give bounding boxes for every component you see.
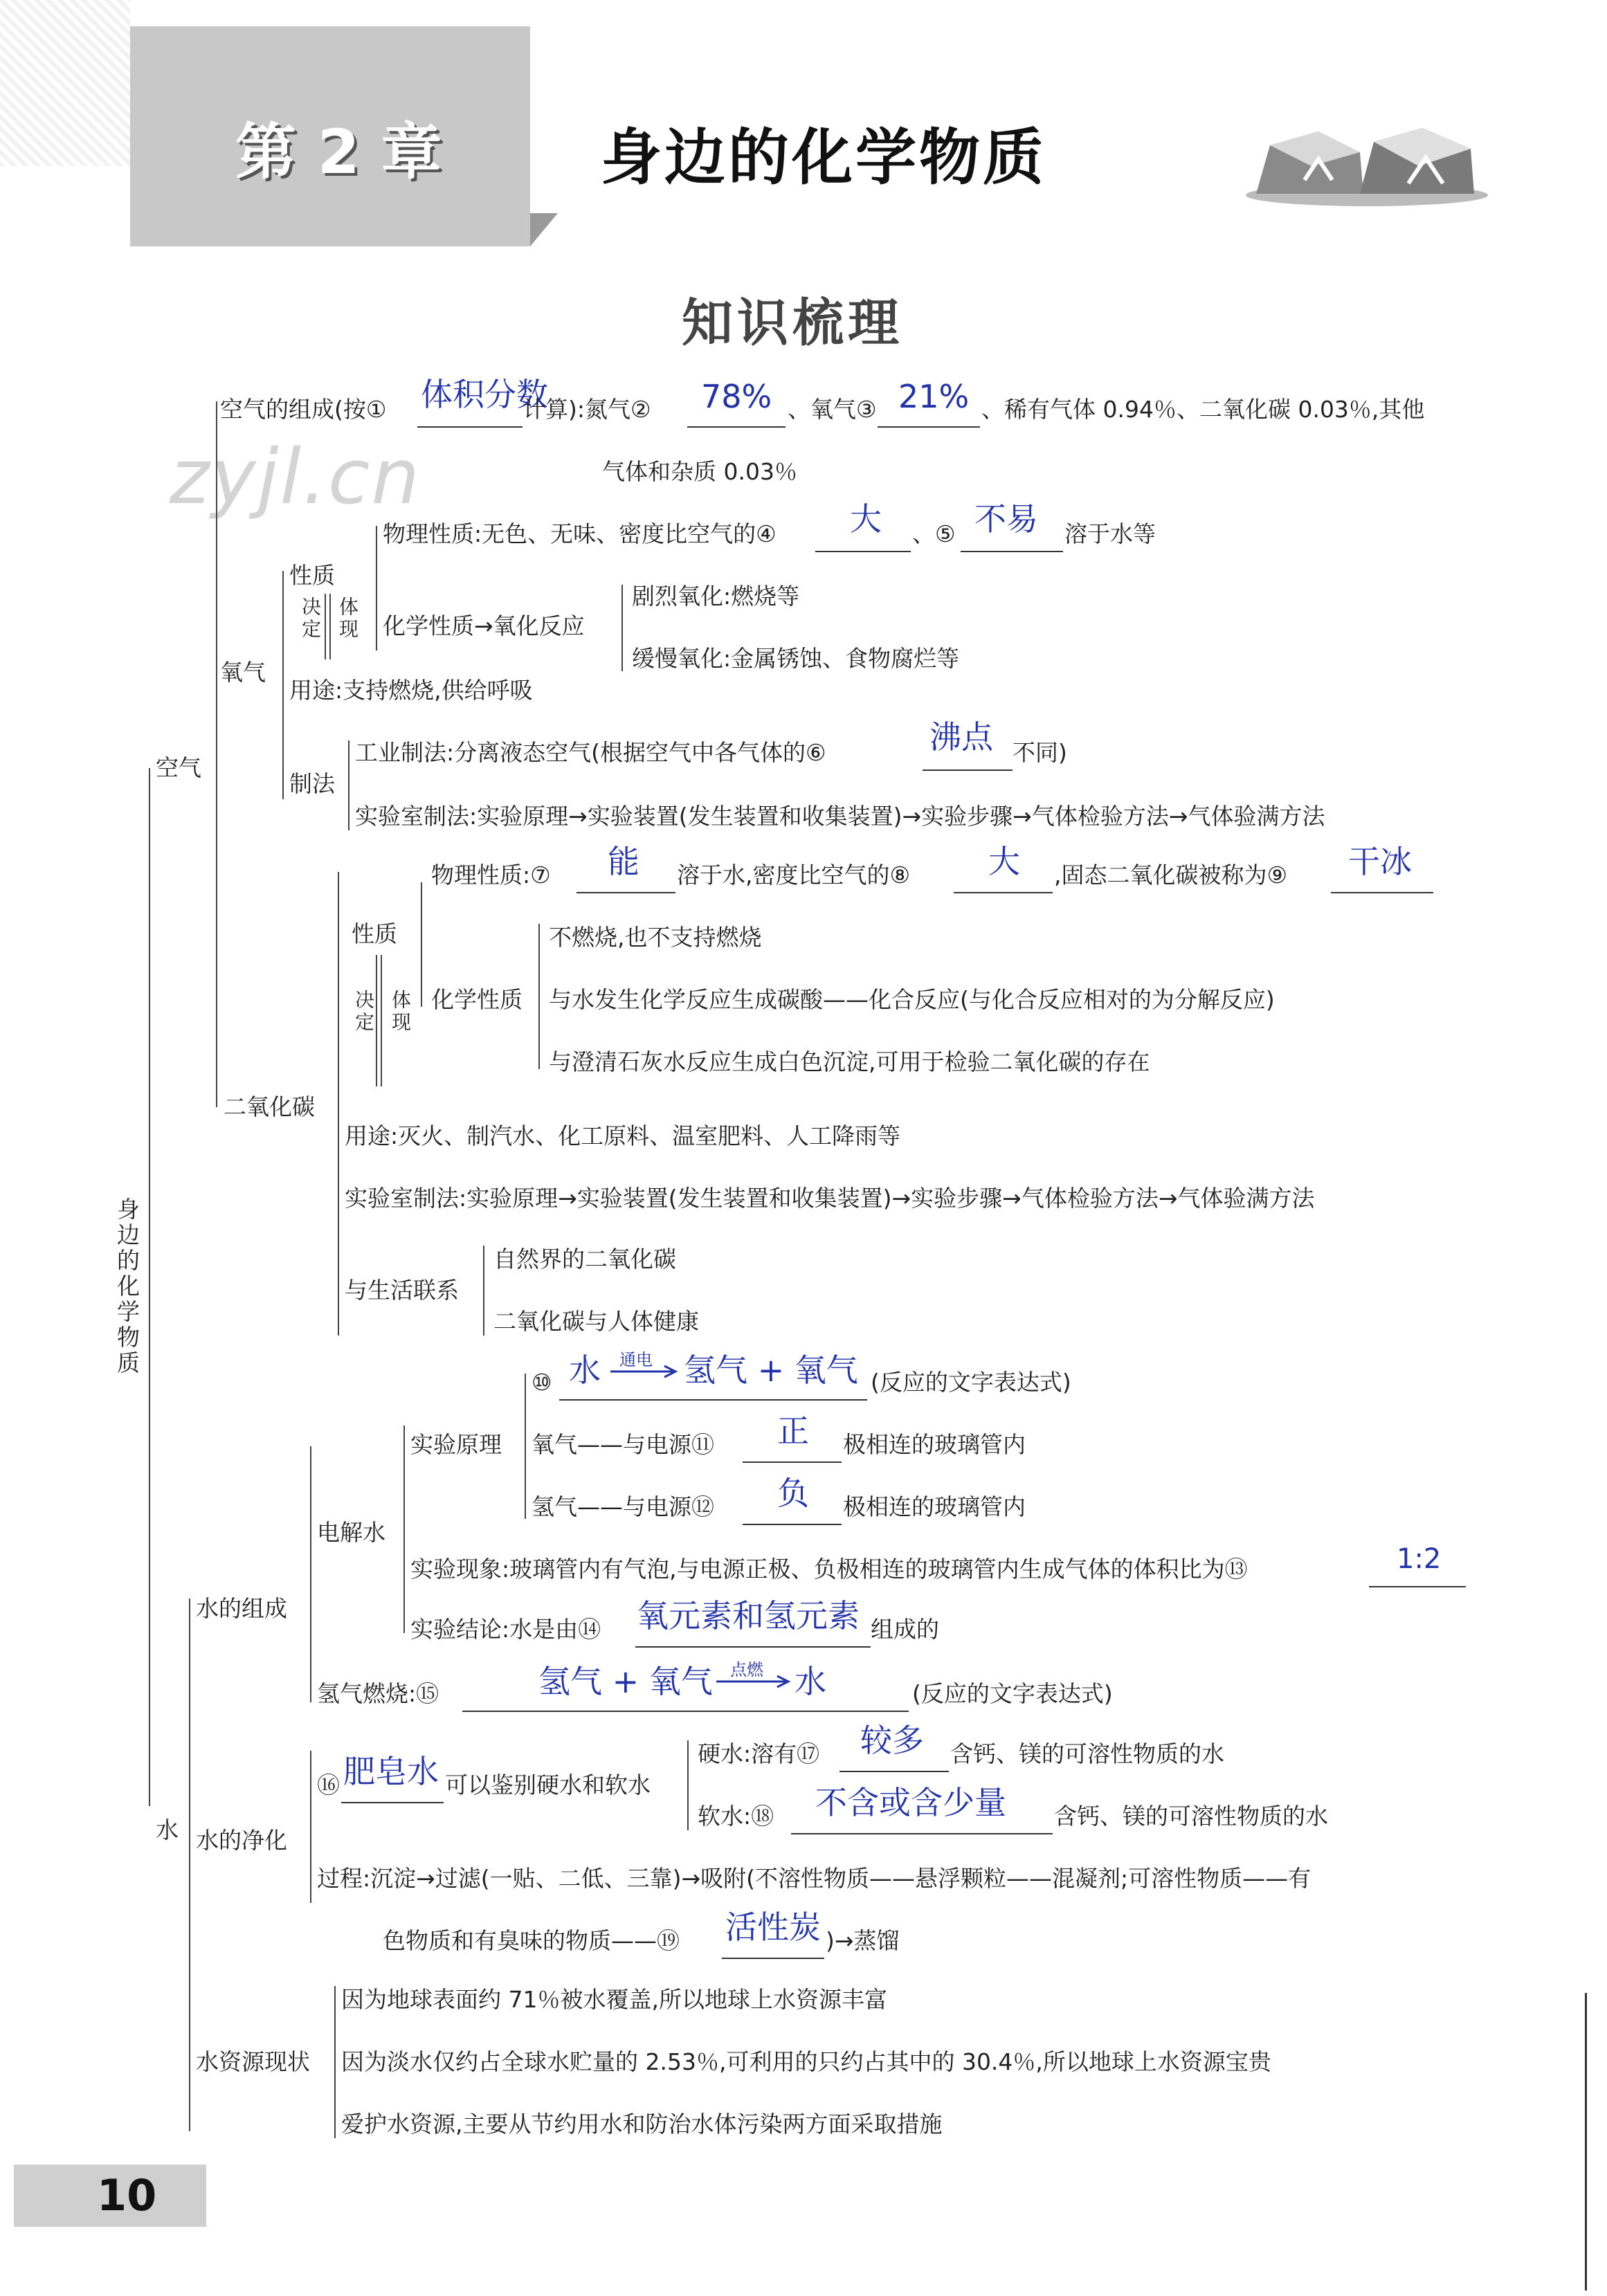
root-label: 身边的化学物质 (114, 1197, 140, 1376)
oxygen-industrial-pre: 工业制法:分离液态空气(根据空气中各气体的⑥ (355, 739, 826, 766)
answer-12: 负 (777, 1475, 809, 1512)
resources-2: 因为淡水仅约占全球水贮量的 2.53％,可利用的只约占其中的 30.4％,所以地球上水资源宝贵 (341, 2048, 1271, 2075)
co2-lab: 实验室制法:实验原理→实验装置(发生装置和收集装置)→实验步骤→气体检验方法→气体验满方法 (345, 1185, 1315, 1212)
resources-1: 因为地球表面约 71％被水覆盖,所以地球上水资源丰富 (341, 1986, 887, 2013)
process-line1: 过程:沉淀→过滤(一贴、二低、三靠)→吸附(不溶性物质——悬浮颗粒——混凝剂;可溶性物质——有 (317, 1865, 1311, 1892)
co2-chem3: 与澄清石灰水反应生成白色沉淀,可用于检验二氧化碳的存在 (549, 1048, 1150, 1075)
h2burn-condition: 点燃 (730, 1660, 763, 1679)
chapter-number: 第 2 章 (235, 116, 442, 188)
oxygen-industrial-post: 不同) (1013, 739, 1067, 766)
water-brace (189, 1598, 190, 2131)
co2-prop-brace (421, 882, 422, 1007)
purification-label: 水的净化 (196, 1827, 287, 1854)
purification-brace (310, 1751, 311, 1903)
blank-11 (743, 1461, 842, 1463)
co2-life-brace (483, 1246, 484, 1336)
blank-10 (559, 1399, 867, 1401)
hard-post: 含钙、镁的可溶性物质的水 (950, 1740, 1224, 1767)
co2-life-label: 与生活联系 (345, 1277, 459, 1304)
answer-11: 正 (777, 1412, 809, 1450)
oxygen-brace (282, 571, 284, 799)
co2-prop-label: 性质 (352, 920, 397, 947)
principle-label: 实验原理 (410, 1431, 502, 1458)
co2-phys-pre: 物理性质:⑦ (431, 862, 551, 889)
air-comp-pre: 空气的组成(按① (220, 396, 387, 423)
co2-brace (338, 872, 339, 1336)
soft-pre: 软水:⑱ (698, 1803, 774, 1830)
blank-1 (417, 426, 523, 428)
co2-chem1: 不燃烧,也不支持燃烧 (549, 924, 762, 951)
co2-life1: 自然界的二氧化碳 (493, 1246, 676, 1273)
water-composition-label: 水的组成 (196, 1595, 287, 1622)
blank-17 (839, 1771, 949, 1772)
answer-8: 大 (988, 843, 1020, 880)
answer-3: 21% (898, 378, 970, 415)
oxygen-decide: 决定 (299, 596, 322, 641)
answer-17: 较多 (860, 1722, 924, 1759)
h2burn-post: (反应的文字表达式) (912, 1680, 1113, 1707)
soap-post: 可以鉴别硬水和软水 (445, 1771, 651, 1798)
co2-use: 用途:灭火、制汽水、化工原料、温室肥料、人工降雨等 (345, 1122, 901, 1149)
oxygen-phys-post: 溶于水等 (1064, 520, 1156, 547)
blank-12 (743, 1524, 842, 1525)
blank-9 (1331, 892, 1433, 893)
answer-6: 沸点 (929, 718, 993, 756)
conclusion-post: 组成的 (871, 1616, 939, 1643)
chapter-banner-fold (530, 213, 558, 246)
oxygen-prep-label: 制法 (289, 770, 335, 797)
answer-13: 1:2 (1397, 1543, 1442, 1575)
o2-post: 极相连的玻璃管内 (843, 1431, 1026, 1458)
oxygen-phys-mid: 、⑤ (912, 520, 956, 547)
answer-16: 肥皂水 (343, 1753, 439, 1790)
answer-4: 大 (850, 500, 882, 538)
h2-post: 极相连的玻璃管内 (843, 1493, 1026, 1520)
phenomenon-pre: 实验现象:玻璃管内有气泡,与电源正极、负极相连的玻璃管内生成气体的体积比为⑬ (410, 1556, 1248, 1583)
composition-brace (310, 1446, 311, 1702)
soft-post: 含钙、镁的可溶性物质的水 (1054, 1803, 1328, 1830)
h2-pre: 氢气——与电源⑫ (532, 1493, 714, 1520)
blank-6 (923, 769, 1013, 771)
oxidation-slow: 缓慢氧化:金属锈蚀、食物腐烂等 (632, 645, 960, 672)
soap-num: ⑯ (317, 1771, 340, 1798)
oxygen-prop-label: 性质 (289, 562, 335, 589)
eq10-lhs: 水 (569, 1351, 601, 1389)
blank-19 (722, 1958, 824, 1959)
resources-brace (334, 1986, 336, 2138)
air-comp-t5: 气体和杂质 0.03％ (602, 458, 797, 485)
air-comp-t4: 、稀有气体 0.94％、二氧化碳 0.03％,其他 (981, 396, 1425, 423)
air-brace (216, 401, 217, 1107)
air-comp-t3: 、氧气③ (788, 396, 877, 423)
co2-phys-mid1: 溶于水,密度比空气的⑧ (677, 862, 911, 889)
hard-pre: 硬水:溶有⑰ (698, 1740, 820, 1767)
blank-5 (961, 551, 1063, 552)
co2-chem2: 与水发生化学反应生成碳酸——化合反应(与化合反应相对的为分解反应) (549, 986, 1275, 1013)
blank-8 (954, 892, 1053, 893)
air-label: 空气 (156, 754, 201, 781)
co2-chem-label: 化学性质 (431, 986, 523, 1013)
co2-phys-mid2: ,固态二氧化碳被称为⑨ (1054, 862, 1288, 889)
section-title: 知识梳理 (682, 293, 903, 353)
answer-7: 能 (608, 843, 639, 880)
blank-4 (815, 551, 911, 552)
eq10-condition: 通电 (619, 1350, 653, 1369)
co2-life2: 二氧化碳与人体健康 (493, 1308, 699, 1335)
h2burn-lhs: 氢气 + 氧气 (538, 1663, 713, 1700)
answer-2: 78% (701, 378, 772, 415)
answer-5: 不易 (974, 500, 1038, 538)
chapter-title: 身边的化学物质 (601, 122, 1047, 193)
root-brace (149, 768, 150, 1806)
blank-16 (341, 1802, 444, 1803)
conclusion-pre: 实验结论:水是由⑭ (410, 1616, 601, 1643)
answer-18: 不含或含少量 (815, 1784, 1006, 1821)
electrolysis-brace (403, 1425, 405, 1633)
resources-label: 水资源现状 (196, 2048, 310, 2075)
answer-9: 干冰 (1348, 843, 1412, 880)
page-number: 10 (97, 2170, 157, 2221)
water-label: 水 (156, 1816, 179, 1843)
oxygen-arrows (323, 594, 334, 659)
blank-2 (687, 426, 786, 428)
blank-14 (635, 1646, 871, 1648)
eq10-post: (反应的文字表达式) (871, 1369, 1071, 1396)
co2-embody: 体现 (389, 990, 412, 1034)
oxygen-prop-brace (376, 526, 377, 650)
answer-14: 氧元素和氢元素 (637, 1597, 860, 1634)
air-comp-t2: 计算):氮气② (523, 396, 651, 423)
page-edge (1585, 1993, 1587, 2290)
blank-3 (878, 426, 980, 428)
process-post: )→蒸馏 (826, 1927, 900, 1954)
eq10-arrow-icon (609, 1365, 678, 1378)
oxygen-use: 用途:支持燃烧,供给呼吸 (289, 677, 533, 704)
co2-chem-brace (538, 924, 540, 1069)
eq10-num: ⑩ (532, 1369, 552, 1396)
oxygen-embody: 体现 (336, 596, 359, 641)
eq10-rhs: 氢气 + 氧气 (684, 1351, 858, 1389)
process-pre: 色物质和有臭味的物质——⑲ (383, 1927, 680, 1954)
blank-15 (462, 1711, 909, 1712)
oxidation-brace (621, 585, 623, 671)
oxygen-lab: 实验室制法:实验原理→实验装置(发生装置和收集装置)→实验步骤→气体检验方法→气体验满方法 (355, 803, 1325, 830)
oxygen-prep-brace (348, 740, 349, 830)
principle-brace (525, 1374, 526, 1519)
blank-18 (791, 1833, 1053, 1834)
hardsoft-brace (687, 1740, 689, 1830)
h2burn-pre: 氢气燃烧:⑮ (317, 1680, 439, 1707)
blank-7 (576, 892, 675, 893)
oxygen-chem: 化学性质→氧化反应 (383, 612, 585, 639)
resources-3: 爱护水资源,主要从节约用水和防治水体污染两方面采取措施 (341, 2111, 943, 2138)
rocks-illustration (1242, 118, 1491, 208)
electrolysis-label: 电解水 (317, 1519, 385, 1546)
oxidation-violent: 剧烈氧化:燃烧等 (632, 583, 800, 610)
oxygen-label: 氧气 (220, 659, 266, 686)
o2-pre: 氧气——与电源⑪ (532, 1431, 714, 1458)
h2burn-rhs: 水 (795, 1663, 826, 1700)
blank-13 (1369, 1586, 1466, 1587)
answer-1: 体积分数 (421, 376, 548, 413)
answer-19: 活性炭 (725, 1908, 821, 1946)
oxygen-phys-pre: 物理性质:无色、无味、密度比空气的④ (383, 520, 777, 547)
h2burn-arrow-icon (715, 1675, 791, 1688)
co2-label: 二氧化碳 (224, 1093, 315, 1120)
co2-arrows (374, 955, 385, 1086)
header-texture (0, 0, 130, 166)
co2-decide: 决定 (352, 990, 375, 1034)
watermark: zyjl.cn (170, 432, 421, 521)
